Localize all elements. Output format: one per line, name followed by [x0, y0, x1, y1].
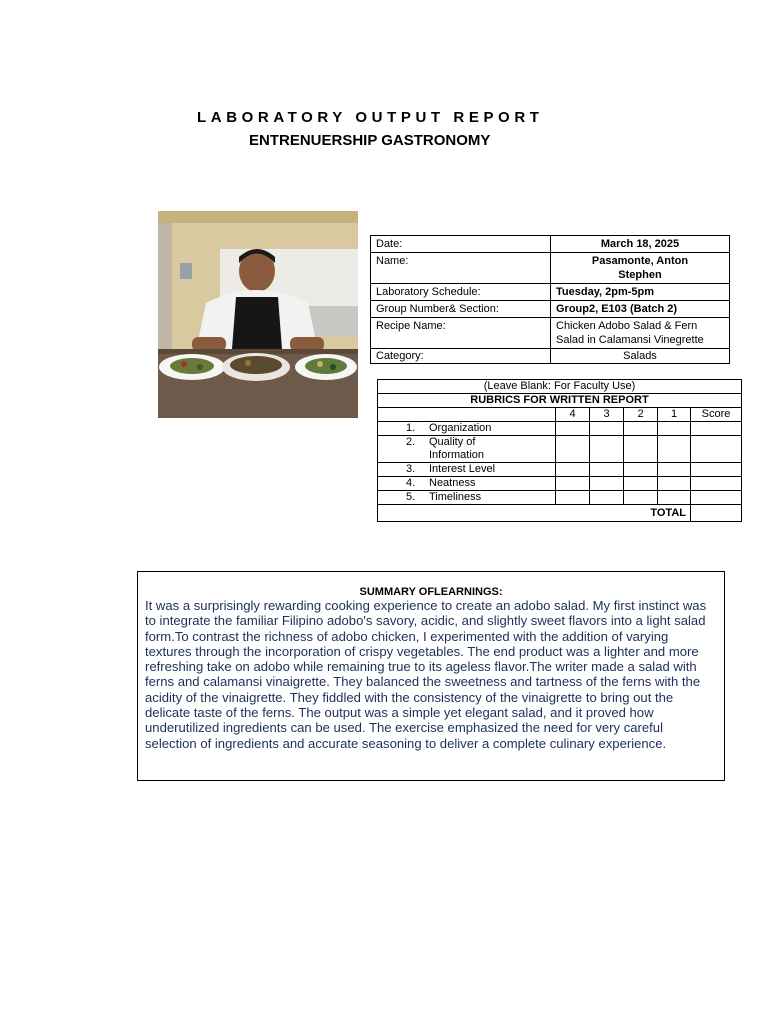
category-label: Category: [371, 349, 551, 364]
criterion-number: 3. [406, 463, 416, 475]
col-score: Score [691, 408, 742, 422]
rubric-row [378, 477, 742, 491]
report-subtitle: ENTRENUERSHIP GASTRONOMY [249, 132, 491, 149]
name-value: Pasamonte, Anton Stephen [551, 253, 730, 284]
faculty-note: (Leave Blank: For Faculty Use) [378, 380, 742, 394]
criterion-label: Timeliness [429, 491, 482, 503]
date-value: March 18, 2025 [551, 236, 730, 253]
summary-heading: SUMMARY OFLEARNINGS: [359, 586, 503, 598]
category-value: Salads [551, 349, 730, 364]
name-row [371, 253, 730, 284]
criterion-number: 2. [406, 436, 416, 448]
schedule-row [371, 284, 730, 301]
schedule-label: Laboratory Schedule: [371, 284, 551, 301]
total-row [378, 505, 742, 522]
group-value: Group2, E103 (Batch 2) [551, 301, 730, 318]
date-row [371, 236, 730, 253]
summary-box [137, 571, 725, 781]
col-1: 1 [658, 408, 691, 422]
col-4: 4 [556, 408, 590, 422]
recipe-label: Recipe Name: [371, 318, 551, 349]
name-label: Name: [371, 253, 551, 284]
recipe-row [371, 318, 730, 349]
col-3: 3 [590, 408, 624, 422]
total-score [691, 505, 742, 522]
criterion-number: 4. [406, 477, 416, 489]
group-row [371, 301, 730, 318]
info-table [370, 235, 730, 364]
rubric-row [378, 491, 742, 505]
report-title: LABORATORY OUTPUT REPORT [197, 109, 544, 126]
criterion-label: Neatness [429, 477, 476, 489]
rubric-row [378, 422, 742, 436]
date-label: Date: [371, 236, 551, 253]
summary-text: It was a surprisingly rewarding cooking experience to create an adobo salad. My first instinct was to integrate the familiar Filipino adobo's savory, acidic, and slightly sweet flavors into a light salad form.To contrast the richness of adobo chicken, I experimented with the addition of varying textures through the incorporation of crispy vegetables. The end product was a lighter and more refreshing take on adobo while remaining true to its ageless flavor.The writer made a salad with ferns and calamansi vinaigrette. They balanced the sweetness and tartness of the ferns with the acidity of the vinaigrette. They fiddled with the consistency of the vinaigrette to bring out the delicate taste of the ferns. The output was a simple yet elegant salad, and it proved how underutilized ingredients can be used. The exercise emphasized the need for very careful selection of ingredients and accurate seasoning to deliver a complete culinary experience. [145, 598, 707, 751]
col-2: 2 [624, 408, 658, 422]
group-label: Group Number& Section: [371, 301, 551, 318]
recipe-value: Chicken Adobo Salad & Fern Salad in Calamansi Vinegrette [551, 318, 730, 349]
criterion-number: 5. [406, 491, 416, 503]
student-photo [158, 211, 358, 418]
schedule-value: Tuesday, 2pm-5pm [551, 284, 730, 301]
criterion-label: Quality of Information [429, 436, 485, 461]
rubric-row [378, 436, 742, 463]
total-label: TOTAL [378, 505, 691, 522]
criterion-label: Interest Level [429, 463, 496, 475]
rubric-row [378, 463, 742, 477]
rubric-header-blank [378, 408, 556, 422]
rubric-title: RUBRICS FOR WRITTEN REPORT [378, 394, 742, 408]
category-row [371, 349, 730, 364]
criterion-label: Organization [429, 422, 492, 434]
criterion-number: 1. [406, 422, 416, 434]
rubric-table [377, 379, 742, 522]
